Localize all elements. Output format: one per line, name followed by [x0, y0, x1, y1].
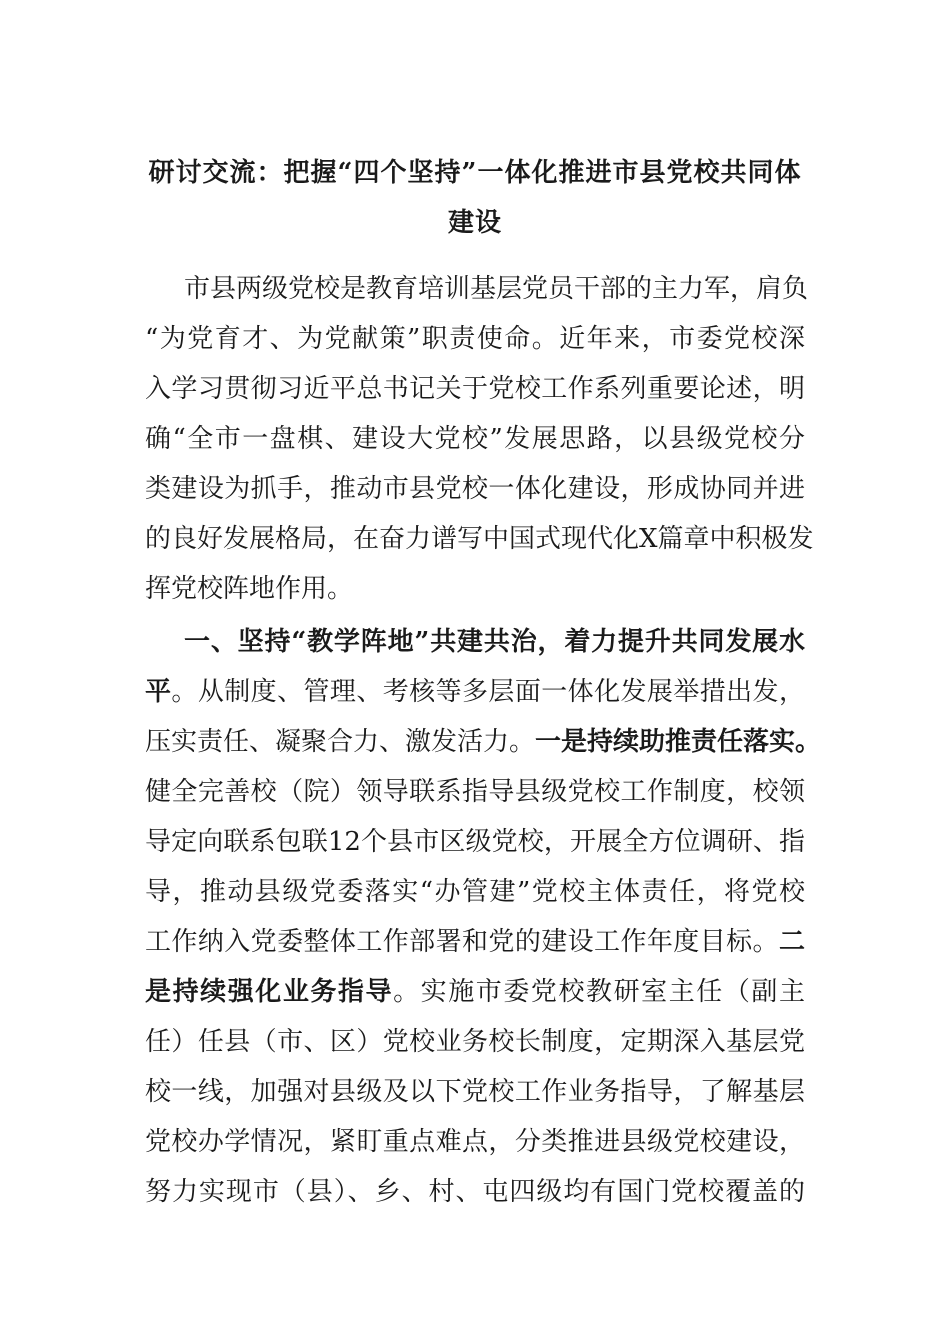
section-line: 校一线，加强对县级及以下党校工作业务指导，了解基层: [145, 1077, 805, 1107]
section-line: 健全完善校（院）领导联系指导县级党校工作制度，校领: [145, 777, 805, 807]
intro-line: 挥党校阵地作用。: [145, 574, 354, 604]
section-text: 。从制度、管理、考核等多层面一体化发展举措出发，: [171, 677, 805, 707]
section-heading-end: 平: [145, 677, 172, 707]
document-title-line-1: 研讨交流：把握“四个坚持”一体化推进市县党校共同体: [148, 158, 802, 188]
document-title-line-2: 建设: [447, 208, 502, 238]
intro-line: 的良好发展格局，在奋力谱写中国式现代化X篇章中积极发: [145, 524, 814, 554]
section-line: 导定向联系包联12个县市区级党校，开展全方位调研、指: [145, 827, 805, 857]
intro-line: 市县两级党校是教育培训基层党员干部的主力军，肩负: [184, 274, 809, 304]
section-line: [145, 677, 805, 707]
subpoint-heading: 是持续强化业务指导: [145, 977, 394, 1007]
section-line: [145, 727, 822, 757]
section-text: 工作纳入党委整体工作部署和党的建设工作年度目标。: [145, 927, 779, 957]
section-line: [145, 927, 805, 957]
subpoint-heading: 二: [778, 927, 805, 957]
section-line: 任）任县（市、区）党校业务校长制度，定期深入基层党: [145, 1027, 805, 1057]
intro-line: 确“全市一盘棋、建设大党校”发展思路，以县级党校分: [145, 424, 805, 454]
intro-line: “为党育才、为党献策”职责使命。近年来，市委党校深: [145, 324, 805, 354]
section-line: 导，推动县级党委落实“办管建”党校主体责任，将党校: [145, 877, 805, 907]
intro-line: 类建设为抓手，推动市县党校一体化建设，形成协同并进: [145, 474, 805, 504]
section-heading: 一、坚持“教学阵地”共建共治，着力提升共同发展水: [184, 627, 805, 657]
section-line: 努力实现市（县）、乡、村、屯四级均有国门党校覆盖的: [145, 1177, 805, 1207]
intro-line: 入学习贯彻习近平总书记关于党校工作系列重要论述，明: [145, 374, 805, 404]
subpoint-heading: 一是持续助推责任落实。: [535, 727, 822, 757]
section-text: 。实施市委党校教研室主任（副主: [393, 977, 805, 1007]
section-text: 压实责任、凝聚合力、激发活力。: [145, 727, 536, 757]
section-line: 党校办学情况，紧盯重点难点，分类推进县级党校建设，: [145, 1127, 805, 1157]
section-line: [145, 977, 805, 1007]
